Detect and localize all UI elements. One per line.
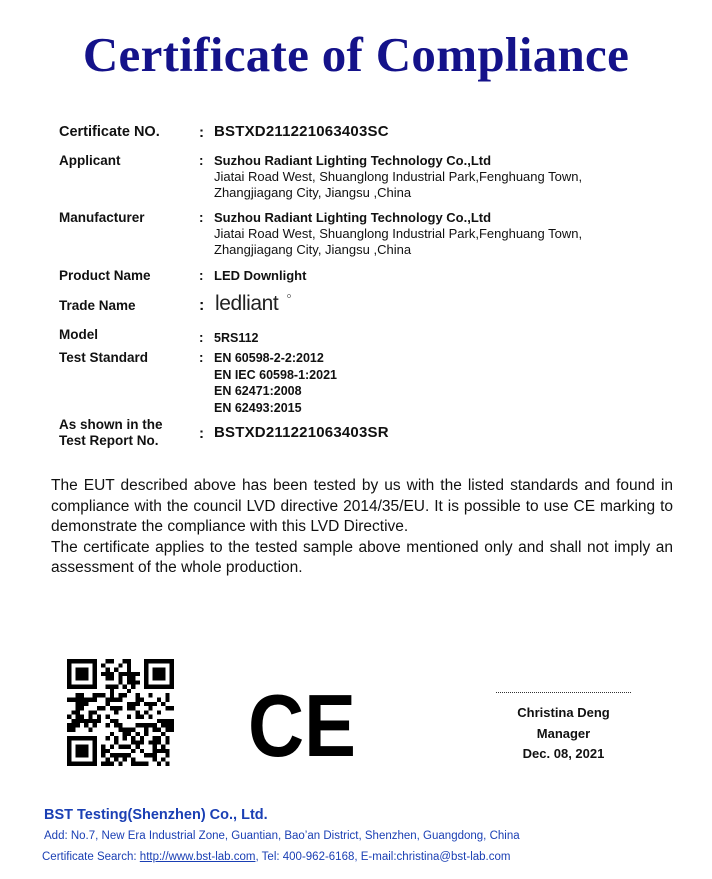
manufacturer-value [214, 210, 582, 258]
applicant-value [214, 153, 582, 201]
statement-paragraph-2: The certificate applies to the tested sample above mentioned only and shall not imply an assessment of the whole production. [51, 538, 673, 576]
ce-mark-text: CE [248, 676, 356, 775]
applicant-address-2: Zhangjiagang City, Jiangsu ,China [214, 185, 412, 200]
search-label: Certificate Search: [42, 851, 140, 863]
manufacturer-address-2: Zhangjiagang City, Jiangsu ,China [214, 242, 412, 257]
report-label-line-1: As shown in the [59, 417, 163, 432]
manufacturer-label: Manufacturer [59, 210, 145, 225]
ledliant-logo-text: ledliant [215, 292, 279, 315]
test-standard-list [214, 350, 337, 416]
colon: : [199, 425, 205, 442]
product-name-label: Product Name [59, 268, 151, 283]
registered-mark-icon [287, 294, 290, 297]
test-standard-item: EN 62471:2008 [214, 384, 302, 398]
colon: : [199, 297, 205, 314]
colon: : [199, 210, 204, 225]
product-name-value: LED Downlight [214, 268, 307, 283]
report-value: BSTXD211221063403SR [214, 424, 389, 441]
colon: : [199, 350, 204, 365]
colon: : [199, 153, 204, 168]
test-standard-item: EN 62493:2015 [214, 400, 302, 415]
manufacturer-name: Suzhou Radiant Lighting Technology Co.,Ltd [214, 210, 492, 225]
colon: : [199, 268, 204, 283]
signatory-name: Christina Deng [517, 705, 610, 720]
test-standard-item: EN IEC 60598-1:2021 [214, 367, 337, 382]
report-label-line-2: Test Report No. [59, 433, 159, 448]
signature-line [496, 692, 631, 693]
signature-block [496, 692, 631, 765]
qr-modules [67, 659, 174, 766]
certificate-search [42, 851, 510, 863]
applicant-name: Suzhou Radiant Lighting Technology Co.,Ltd [214, 153, 492, 168]
applicant-label: Applicant [59, 153, 121, 168]
ce-mark-icon [246, 676, 358, 775]
ledliant-logo [214, 291, 294, 317]
colon: : [199, 124, 205, 141]
colon: : [199, 330, 204, 345]
cert-no-label: Certificate NO. [59, 124, 160, 140]
contact-info: , Tel: 400-962-6168, E-mail:christina@bst-lab.com [255, 851, 511, 863]
test-standard-label: Test Standard [59, 350, 149, 365]
compliance-statement [51, 476, 673, 579]
trade-name-label: Trade Name [59, 298, 136, 313]
certificate-title: Certificate of Compliance [82, 27, 630, 82]
manufacturer-address-1: Jiatai Road West, Shuanglong Industrial Park,Fenghuang Town, [214, 226, 583, 241]
applicant-address-1: Jiatai Road West, Shuanglong Industrial Park,Fenghuang Town, [214, 169, 583, 184]
website-link[interactable]: http://www.bst-lab.com [139, 851, 256, 863]
company-address: Add: No.7, New Era Industrial Zone, Guantian, Bao’an District, Shenzhen, Guangdong, China [44, 830, 520, 842]
test-standard-item: EN 60598-2-2:2012 [214, 351, 324, 365]
signatory-title: Manager [536, 725, 591, 741]
signature-date: Dec. 08, 2021 [522, 746, 605, 761]
model-value: 5RS112 [214, 331, 259, 345]
cert-no-value: BSTXD211221063403SC [214, 123, 389, 140]
company-name: BST Testing(Shenzhen) Co., Ltd. [44, 807, 268, 823]
statement-paragraph-1: The EUT described above has been tested by us with the listed standards and found in compliance with the council LVD directive 2014/35/EU. It is possible to use CE marking to demonstrate the compliance with this LVD Directive. [51, 477, 673, 535]
qr-code [67, 659, 174, 766]
model-label: Model [59, 327, 98, 342]
report-label [59, 417, 163, 449]
